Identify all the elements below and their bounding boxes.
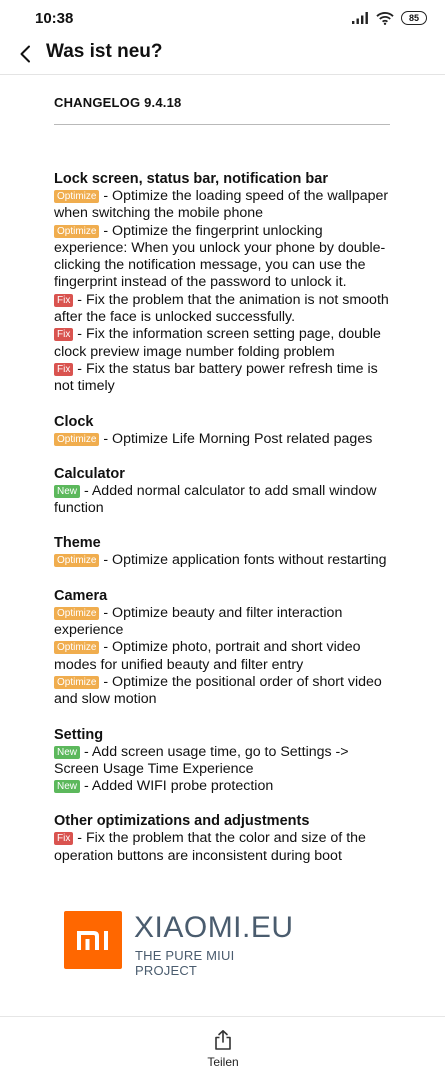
fix-badge: Fix	[54, 328, 73, 341]
signal-icon	[352, 12, 369, 24]
changelog-entry	[54, 431, 394, 448]
entry-text: - Optimize photo, portrait and short video modes for unified beauty and filter entry	[54, 639, 361, 673]
changelog-entry	[54, 326, 394, 361]
changelog-entry	[54, 188, 394, 223]
changelog-entry	[54, 778, 394, 795]
bottom-divider	[0, 1016, 445, 1017]
page-title: Was ist neu?	[46, 41, 163, 62]
title-bar	[0, 38, 445, 78]
entry-text: - Optimize application fonts without restarting	[99, 552, 387, 569]
optimize-badge: Optimize	[54, 433, 99, 446]
entry-text: - Fix the status bar battery power refresh time is not timely	[54, 360, 378, 395]
optimize-badge: Optimize	[54, 607, 99, 620]
header-divider	[0, 74, 445, 75]
changelog-divider	[54, 124, 390, 125]
section-title: Calculator	[54, 465, 125, 482]
entry-text: - Optimize the fingerprint unlocking experience: When you unlock your phone by double-clicking the notification message, you can use the fingerprint instead of the password to unlock it.	[54, 222, 386, 291]
changelog-sections	[54, 171, 394, 865]
section-title: Camera	[54, 587, 108, 604]
entry-text: - Add screen usage time, go to Settings -> Screen Usage Time Experience	[54, 743, 349, 777]
changelog-section	[54, 727, 394, 796]
changelog-section	[54, 588, 394, 709]
entry-text: - Optimize the loading speed of the wallpaper when switching the mobile phone	[54, 188, 389, 222]
optimize-badge: Optimize	[54, 225, 99, 238]
optimize-badge: Optimize	[54, 190, 99, 203]
battery-icon: 85	[401, 11, 427, 25]
xiaomi-eu-logo	[64, 911, 294, 978]
entry-text: - Optimize the positional order of short video and slow motion	[54, 673, 382, 708]
changelog-entry	[54, 292, 394, 327]
entry-text: - Added normal calculator to add small window function	[54, 482, 377, 517]
changelog-section	[54, 535, 394, 569]
section-title: Clock	[54, 413, 94, 430]
changelog-entry	[54, 744, 394, 779]
section-title: Theme	[54, 535, 101, 552]
fix-badge: Fix	[54, 363, 73, 376]
entry-text: - Optimize beauty and filter interaction experience	[54, 604, 343, 639]
changelog-entry	[54, 639, 394, 674]
changelog-section	[54, 813, 394, 865]
changelog-entry	[54, 605, 394, 640]
entry-text: - Added WIFI probe protection	[80, 778, 274, 795]
brand-tagline: THE PURE MIUI PROJECT	[135, 948, 235, 978]
brand-name: XIAOMI.EU	[134, 911, 294, 944]
fix-badge: Fix	[54, 294, 73, 307]
changelog-section	[54, 414, 394, 448]
mi-logo-icon	[64, 911, 122, 969]
status-bar	[0, 0, 445, 38]
changelog-title: CHANGELOG 9.4.18	[54, 95, 182, 110]
new-badge: New	[54, 485, 80, 498]
section-title: Lock screen, status bar, notification bar	[54, 171, 328, 187]
changelog-entry	[54, 223, 394, 292]
fix-badge: Fix	[54, 832, 73, 845]
entry-text: - Fix the information screen setting page, double clock preview image number folding problem	[54, 326, 381, 360]
wifi-icon	[376, 12, 394, 25]
changelog-content	[54, 95, 394, 883]
section-title: Other optimizations and adjustments	[54, 813, 310, 830]
changelog-section	[54, 171, 394, 396]
share-button[interactable]	[192, 1027, 254, 1073]
entry-text: - Fix the problem that the color and size of the operation buttons are inconsistent during boot	[54, 830, 366, 864]
status-time: 10:38	[35, 10, 74, 27]
section-title: Setting	[54, 726, 104, 743]
changelog-entry	[54, 483, 394, 518]
share-label: Teilen	[207, 1055, 239, 1069]
entry-text: - Fix the problem that the animation is not smooth after the face is unlocked successfully.	[54, 291, 389, 326]
new-badge: New	[54, 746, 80, 759]
changelog-entry	[54, 674, 394, 709]
optimize-badge: Optimize	[54, 554, 99, 567]
changelog-entry	[54, 830, 394, 865]
new-badge: New	[54, 780, 80, 793]
entry-text: - Optimize Life Morning Post related pages	[99, 430, 373, 447]
optimize-badge: Optimize	[54, 676, 99, 689]
back-arrow-icon[interactable]	[12, 41, 38, 67]
changelog-entry	[54, 361, 394, 396]
share-icon	[212, 1029, 234, 1051]
changelog-section	[54, 466, 394, 518]
optimize-badge: Optimize	[54, 641, 99, 654]
changelog-entry	[54, 552, 394, 569]
status-icons	[352, 11, 427, 25]
